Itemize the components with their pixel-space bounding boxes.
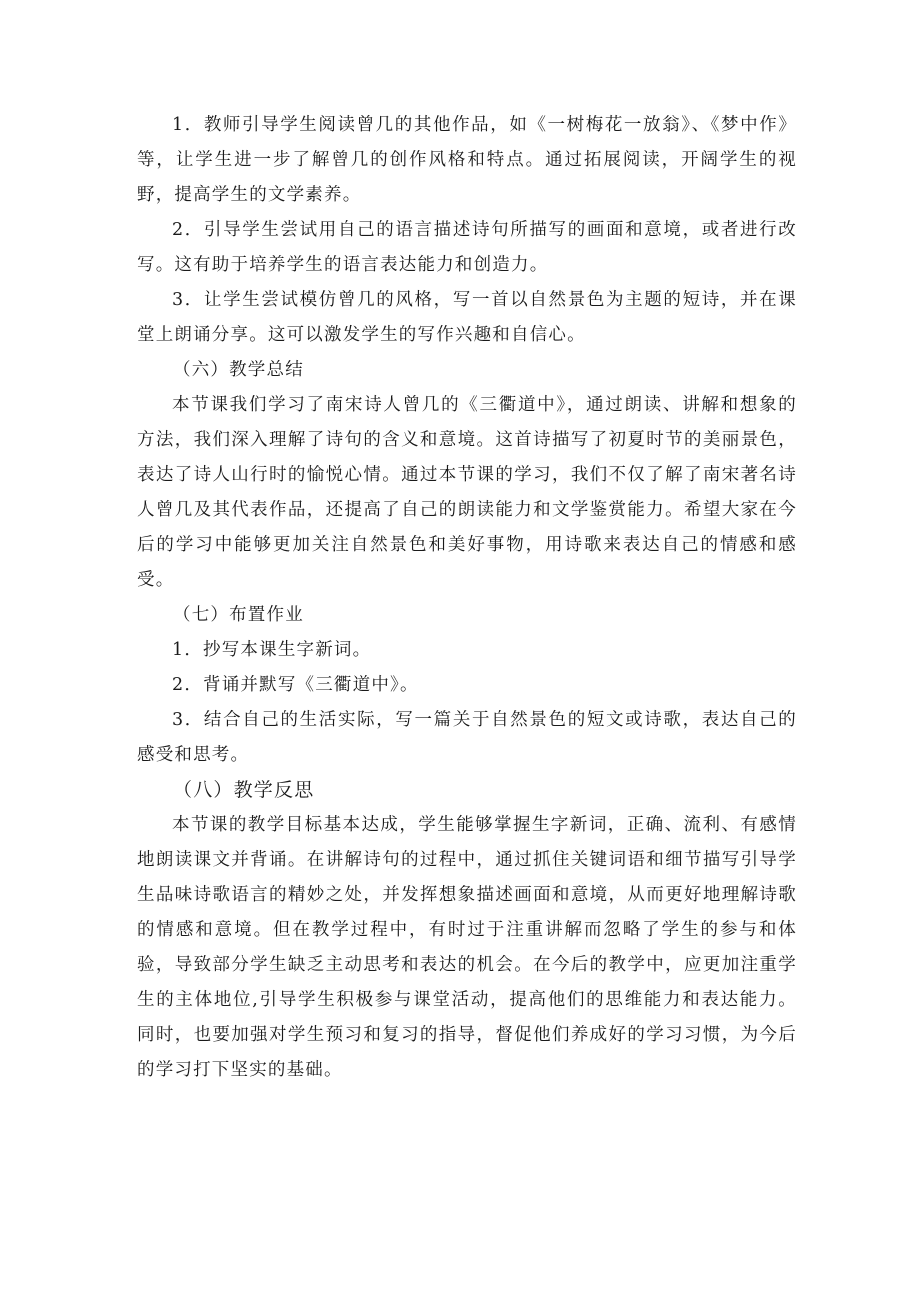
extension-item-3: 3．让学生尝试模仿曾几的风格，写一首以自然景色为主题的短诗，并在课堂上朗诵分享。这可以激发学生的写作兴趣和自信心。 [137,290,797,345]
summary-paragraph: 本节课我们学习了南宋诗人曾几的《三衢道中》，通过朗读、讲解和想象的方法，我们深入理解了诗句的含义和意境。这首诗描写了初夏时节的美丽景色，表达了诗人山行时的愉悦心情。通过本节课的学习，我们不仅了解了南宋著名诗人曾几及其代表作品，还提高了自己的朗读能力和文学鉴赏能力。希望大家在今后的学习中能够更加关注自然景色和美好事物，用诗歌来表达自己的情感和感受。 [137,395,797,590]
summary-heading: （六）教学总结 [173,360,304,380]
document-page [137,108,797,1088]
homework-heading: （七）布置作业 [173,605,304,625]
homework-item-2: 2．背诵并默写《三衢道中》。 [172,675,419,695]
reflection-heading: （八）教学反思 [173,779,315,801]
homework-item-1: 1．抄写本课生字新词。 [172,640,372,660]
homework-item-3: 3．结合自己的生活实际，写一篇关于自然景色的短文或诗歌，表达自己的感受和思考。 [137,710,797,765]
extension-item-1: 1．教师引导学生阅读曾几的其他作品，如《一树梅花一放翁》、《梦中作》等，让学生进一步了解曾几的创作风格和特点。通过拓展阅读，开阔学生的视野，提高学生的文学素养。 [137,115,797,205]
extension-item-2: 2．引导学生尝试用自己的语言描述诗句所描写的画面和意境，或者进行改写。这有助于培养学生的语言表达能力和创造力。 [137,220,797,275]
reflection-paragraph: 本节课的教学目标基本达成，学生能够掌握生字新词，正确、流利、有感情地朗读课文并背诵。在讲解诗句的过程中，通过抓住关键词语和细节描写引导学生品味诗歌语言的精妙之处，并发挥想象描述画面和意境，从而更好地理解诗歌的情感和意境。但在教学过程中，有时过于注重讲解而忽略了学生的参与和体验，导致部分学生缺乏主动思考和表达的机会。在今后的教学中，应更加注重学生的主体地位,引导学生积极参与课堂活动，提高他们的思维能力和表达能力。同时，也要加强对学生预习和复习的指导，督促他们养成好的学习习惯，为今后的学习打下坚实的基础。 [137,815,797,1080]
